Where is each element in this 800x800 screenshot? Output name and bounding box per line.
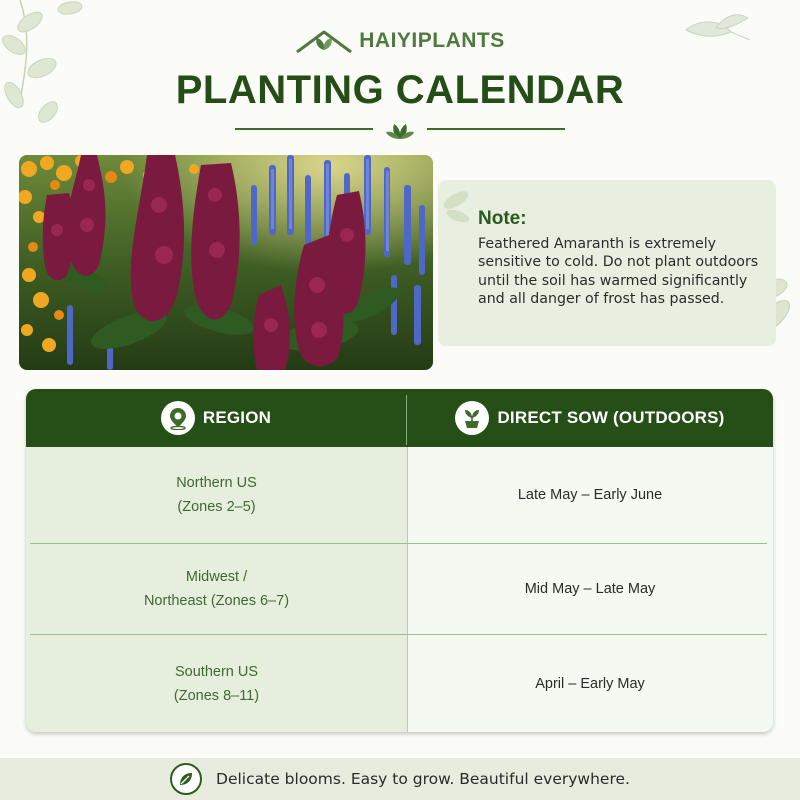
brand-logo	[0, 28, 800, 54]
table-row	[26, 447, 773, 543]
region-cell	[26, 544, 407, 634]
table-row	[26, 635, 773, 732]
note-heading: Note:	[478, 208, 527, 229]
title-divider	[0, 118, 800, 140]
table-header	[26, 389, 773, 447]
leaf-decoration-icon	[438, 186, 474, 226]
note-body: Feathered Amaranth is extremely sensitive to cold. Do not plant outdoors until the soil has warmed significantly and all danger of frost has passed.	[478, 236, 759, 307]
sow-window-cell: Mid May – Late May	[524, 581, 656, 597]
leaf-badge-icon	[170, 763, 202, 795]
seedling-pot-icon	[455, 401, 489, 435]
brand-name: HAIYIPLANTS	[359, 29, 505, 52]
page-title: PLANTING CALENDAR	[175, 68, 625, 112]
region-zones: (Zones 2–5)	[177, 499, 256, 515]
sow-window-cell: Late May – Early June	[517, 487, 663, 503]
region-name: Northern US	[176, 475, 257, 491]
table-row	[26, 544, 773, 634]
feathered-amaranth-photo	[19, 155, 433, 370]
region-name: Southern US	[174, 663, 259, 680]
house-leaf-logo-icon	[295, 28, 353, 54]
sow-window-cell: April – Early May	[535, 675, 645, 692]
region-name: Midwest /	[185, 569, 248, 585]
sprout-icon	[385, 118, 415, 140]
region-zones: Northeast (Zones 6–7)	[143, 593, 290, 609]
direct-sow-header-label: DIRECT SOW (OUTDOORS)	[497, 408, 725, 427]
footer-banner	[0, 758, 800, 800]
note-card	[438, 180, 776, 346]
footer-tagline: Delicate blooms. Easy to grow. Beautiful everywhere.	[216, 770, 630, 788]
planting-table	[26, 389, 773, 732]
region-zones: (Zones 8–11)	[173, 687, 260, 704]
region-cell	[26, 447, 407, 543]
region-column-header	[26, 389, 406, 447]
region-cell	[26, 635, 407, 732]
region-header-label: REGION	[202, 408, 272, 427]
location-pin-icon	[161, 401, 195, 435]
direct-sow-column-header	[407, 389, 773, 447]
